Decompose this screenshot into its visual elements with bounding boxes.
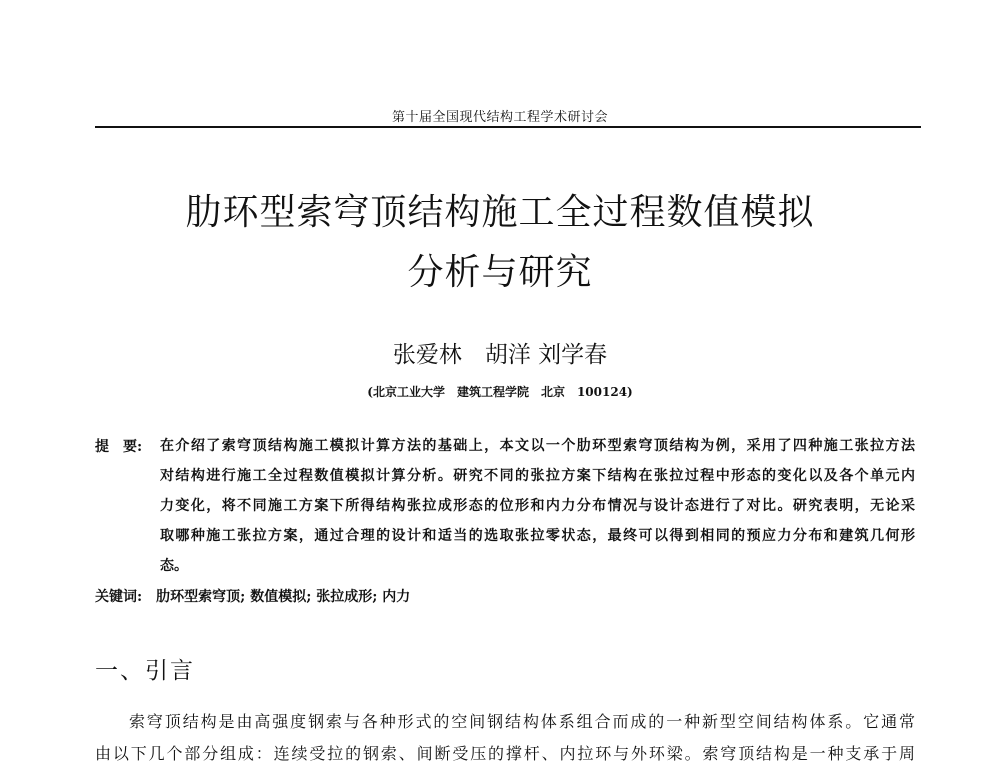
- paper-title-line-2: 分析与研究: [407, 252, 593, 293]
- abstract-line: 态。: [160, 558, 188, 574]
- abstract-label: 提 要:: [95, 439, 143, 455]
- authors: 张爱林 胡洋 刘学春: [392, 342, 608, 368]
- paper-title-line-1: 肋环型索穹顶结构施工全过程数值模拟: [185, 192, 815, 233]
- keywords: 关键词: 肋环型索穹顶; 数值模拟; 张拉成形; 内力: [95, 589, 411, 605]
- running-header: 第十届全国现代结构工程学术研讨会: [391, 110, 608, 125]
- section-heading: 一、引言: [95, 658, 195, 684]
- body-line: 由以下几个部分组成：连续受拉的钢索、间断受压的撑杆、内拉环与外环梁。索穹顶结构是一种支承于周: [95, 744, 915, 763]
- abstract-line: 力变化，将不同施工方案下所得结构张拉成形态的位形和内力分布情况与设计态进行了对比。研究表明，无论采: [160, 498, 915, 514]
- header-rule: [95, 126, 921, 128]
- abstract-line: 在介绍了索穹顶结构施工模拟计算方法的基础上，本文以一个肋环型索穹顶结构为例，采用了四种施工张拉方法: [160, 438, 915, 454]
- abstract-body: [160, 436, 915, 586]
- abstract-line: 取哪种施工张拉方案，通过合理的设计和适当的选取张拉零状态，最终可以得到相同的预应力分布和建筑几何形: [160, 528, 915, 544]
- body-line: 索穹顶结构是由高强度钢索与各种形式的空间钢结构体系组合而成的一种新型空间结构体系。它通常: [129, 712, 915, 731]
- body-paragraph: [95, 712, 915, 776]
- affiliation: (北京工业大学 建筑工程学院 北京 100124): [367, 385, 633, 399]
- abstract-line: 对结构进行施工全过程数值模拟计算分析。研究不同的张拉方案下结构在张拉过程中形态的变化以及各个单元内: [160, 468, 915, 484]
